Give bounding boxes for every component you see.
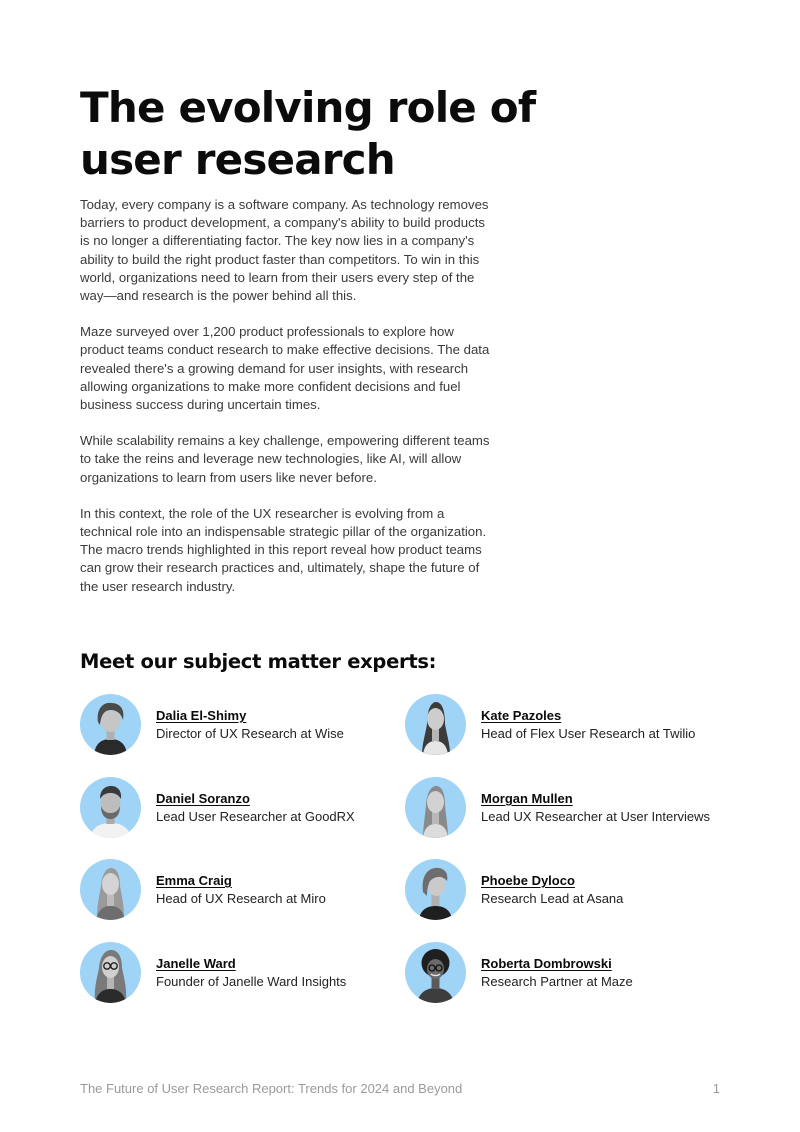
expert-card [405, 777, 735, 839]
expert-role: Head of UX Research at Miro [156, 891, 326, 906]
page-number: 1 [712, 1081, 720, 1096]
expert-name-link[interactable]: Roberta Dombrowski [481, 956, 612, 971]
expert-avatar [405, 694, 466, 755]
expert-role: Lead UX Researcher at User Interviews [481, 809, 711, 824]
expert-card [80, 942, 410, 1004]
expert-avatar [405, 859, 466, 920]
footer-report-title: The Future of User Research Report: Trends for 2024 and Beyond [80, 1081, 463, 1096]
expert-card [80, 694, 410, 756]
expert-avatar [80, 777, 141, 838]
expert-name-link[interactable]: Emma Craig [156, 873, 232, 888]
expert-card [405, 694, 735, 756]
expert-name-link[interactable]: Janelle Ward [156, 956, 236, 971]
expert-avatar [405, 942, 466, 1003]
expert-role: Lead User Researcher at GoodRX [156, 809, 355, 824]
expert-role: Founder of Janelle Ward Insights [156, 974, 347, 989]
page-title: The evolving role of user research [80, 83, 536, 184]
expert-name-link[interactable]: Phoebe Dyloco [481, 873, 575, 888]
expert-card [80, 859, 410, 921]
expert-name-link[interactable]: Dalia El-Shimy [156, 708, 247, 723]
expert-card [80, 777, 410, 839]
expert-card [405, 942, 735, 1004]
expert-name-link[interactable]: Morgan Mullen [481, 791, 573, 806]
expert-avatar [80, 942, 141, 1003]
intro-paragraph: Today, every company is a software company. As technology removes barriers to product development, a company's ability to build products is no longer a differentiating factor. The key now lies in a company's ability to build the right product faster than competitors. To win in this world, organizations need to learn from their users every step of the way—and research is the power behind all this. [80, 197, 489, 304]
intro-paragraph: In this context, the role of the UX researcher is evolving from a technical role into an indispensable strategic pillar of the organization. The macro trends highlighted in this report reveal how product teams can grow their research practices and, ultimately, shape the future of the user research industry. [80, 505, 487, 594]
intro-paragraph: Maze surveyed over 1,200 product professionals to explore how product teams conduct research to make effective decisions. The data revealed there's a growing demand for user insights, with research allowing organizations to make more confident decisions and fuel business success during uncertain times. [80, 324, 490, 413]
expert-avatar [405, 777, 466, 838]
expert-avatar [80, 694, 141, 755]
experts-heading: Meet our subject matter experts: [80, 650, 437, 673]
expert-name-link[interactable]: Kate Pazoles [481, 708, 562, 723]
intro-text [80, 196, 494, 614]
expert-avatar [80, 859, 141, 920]
expert-role: Head of Flex User Research at Twilio [481, 726, 696, 741]
expert-role: Director of UX Research at Wise [156, 726, 344, 741]
expert-name-link[interactable]: Daniel Soranzo [156, 791, 250, 806]
expert-card [405, 859, 735, 921]
expert-role: Research Partner at Maze [481, 974, 633, 989]
intro-paragraph: While scalability remains a key challenge, empowering different teams to take the reins and leverage new technologies, like AI, will allow organizations to learn from users like never before. [80, 433, 490, 485]
expert-role: Research Lead at Asana [481, 891, 624, 906]
